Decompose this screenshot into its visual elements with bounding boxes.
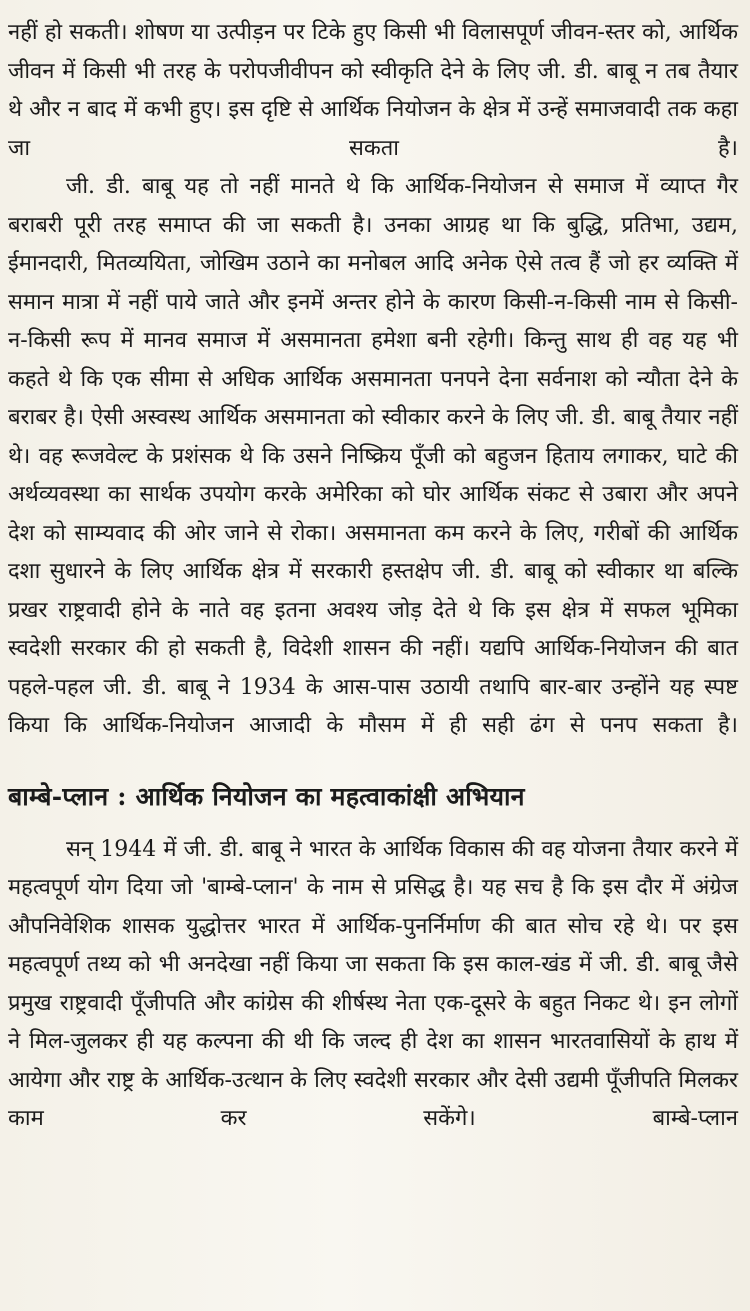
paragraph-3: सन् 1944 में जी. डी. बाबू ने भारत के आर्थिक विकास की वह योजना तैयार करने में महत्वपूर्ण योग दिया जो 'बाम्बे-प्लान' के नाम से प्रसिद्ध है। यह सच है कि इस दौर में अंग्रेज औपनिवेशिक शासक युद्धोत्तर भारत में आर्थिक-पुनर्निर्माण की बात सोच रहे थे। पर इस महत्वपूर्ण तथ्य को भी अनदेखा नहीं किया जा सकता कि इस काल-खंड में जी. डी. बाबू जैसे प्रमुख राष्ट्रवादी पूँजीपति और कांग्रेस की शीर्षस्थ नेता एक-दूसरे के बहुत निकट थे। इन लोगों ने मिल-जुलकर ही यह कल्पना की थी कि जल्द ही देश का शासन भारतवासियों के हाथ में आयेगा और राष्ट्र के आर्थिक-उत्थान के लिए स्वदेशी सरकार और देसी उद्यमी पूँजीपति मिलकर काम कर सकेंगे। बाम्बे-प्लान [8,836,738,1131]
paragraph-1: नहीं हो सकती। शोषण या उत्पीड़न पर टिके हुए किसी भी विलासपूर्ण जीवन-स्तर को, आर्थिक जीवन में किसी भी तरह के परोपजीवीपन को स्वीकृति देने के लिए जी. डी. बाबू न तब तैयार थे और न बाद में कभी हुए। इस दृष्टि से आर्थिक नियोजन के क्षेत्र में उन्हें समाजवादी तक कहा जा सकता है। [8,20,738,161]
paragraph-2: जी. डी. बाबू यह तो नहीं मानते थे कि आर्थिक-नियोजन से समाज में व्याप्त गैर बराबरी पूरी तरह समाप्त की जा सकती है। उनका आग्रह था कि बुद्धि, प्रतिभा, उद्यम, ईमानदारी, मितव्ययिता, जोखिम उठाने का मनोबल आदि अनेक ऐसे तत्व हैं जो हर व्यक्ति में समान मात्रा में नहीं पाये जाते और इनमें अन्तर होने के कारण किसी-न-किसी नाम से किसी-न-किसी रूप में मानव समाज में असमानता हमेशा बनी रहेगी। किन्तु साथ ही वह यह भी कहते थे कि एक सीमा से अधिक आर्थिक असमानता पनपने देना सर्वनाश को न्यौता देने के बराबर है। ऐसी अस्वस्थ आर्थिक असमानता को स्वीकार करने के लिए जी. डी. बाबू तैयार नहीं थे। वह रूजवेल्ट के प्रशंसक थे कि उसने निष्क्रिय पूँजी को बहुजन हिताय लगाकर, घाटे की अर्थव्यवस्था का सार्थक उपयोग करके अमेरिका को घोर आर्थिक संकट से उबारा और अपने देश को साम्यवाद की ओर जाने से रोका। असमानता कम करने के लिए, गरीबों की आर्थिक दशा सुधारने के लिए आर्थिक क्षेत्र में सरकारी हस्तक्षेप जी. डी. बाबू को स्वीकार था बल्कि प्रखर राष्ट्रवादी होने के नाते वह इतना अवश्य जोड़ देते थे कि इस क्षेत्र में सफल भूमिका स्वदेशी सरकार की हो सकती है, विदेशी शासन की नहीं। यद्यपि आर्थिक-नियोजन की बात पहले-पहल जी. डी. बाबू ने 1934 के आस-पास उठायी तथापि बार-बार उन्होंने यह स्पष्ट किया कि आर्थिक-नियोजन आजादी के मौसम में ही सही ढंग से पनप सकता है। [8,174,738,738]
section-heading: बाम्बे-प्लान : आर्थिक नियोजन का महत्वाकांक्षी अभियान [8,781,525,811]
